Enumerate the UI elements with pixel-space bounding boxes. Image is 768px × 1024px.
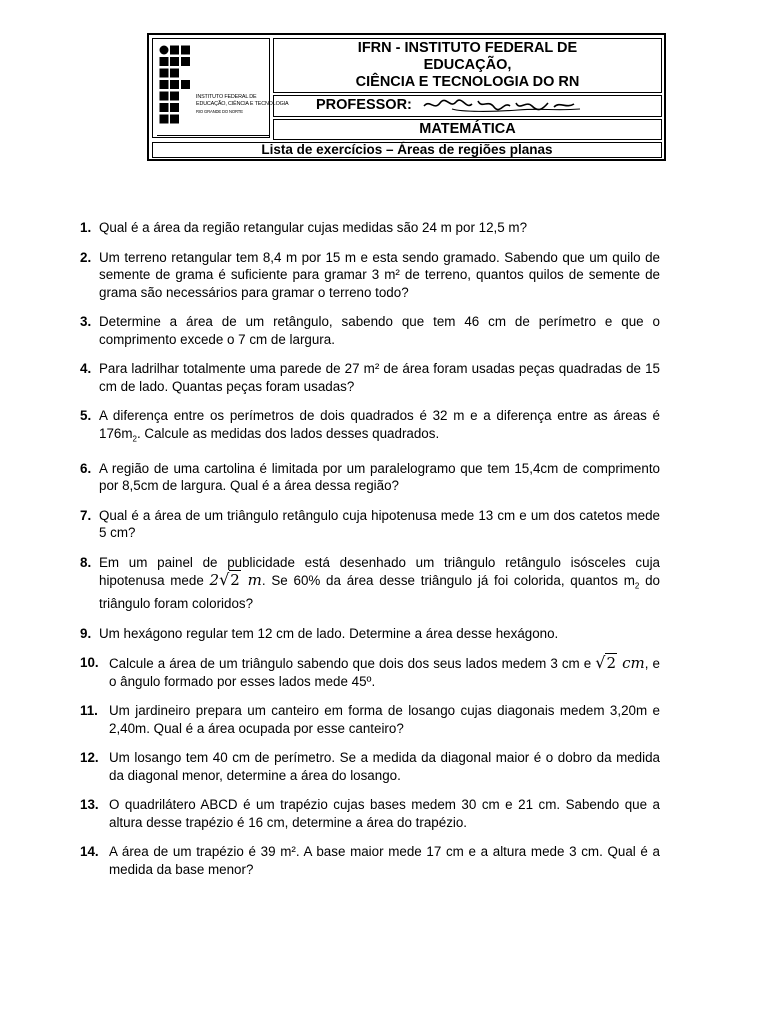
question-number: 4.: [80, 361, 92, 376]
question-7: [80, 507, 660, 542]
question-text-part-c: do triângulo foram coloridos?: [99, 573, 660, 612]
question-12: [80, 749, 660, 784]
question-1: [80, 219, 660, 237]
document-header: [147, 33, 666, 161]
list-title: Lista de exercícios – Áreas de regiões planas: [152, 142, 662, 158]
question-text: Qual é a área da região retangular cujas medidas são 24 m por 12,5 m?: [99, 220, 528, 235]
math-unit: cm: [622, 654, 645, 673]
question-9: [80, 625, 660, 643]
question-number: 10.: [80, 655, 99, 671]
radical-sign-icon: √: [595, 653, 606, 673]
question-number: 9.: [80, 625, 92, 641]
logo-cell: [152, 38, 289, 138]
question-2: [80, 249, 660, 302]
question-text: Determine a área de um retângulo, sabendo que tem 46 cm de perímetro e que o comprimento excede o 7 cm de largura.: [99, 314, 660, 347]
radicand: 2: [230, 571, 240, 590]
math-unit: m: [247, 571, 262, 590]
question-text: Um jardineiro prepara um canteiro em forma de losango cujas diagonais medem 3,20m e 2,40m. Qual é a área ocupada por esse canteiro?: [109, 703, 660, 736]
question-number: 14.: [80, 844, 99, 860]
question-number: 12.: [80, 750, 99, 766]
ifrn-logo-icon: [159, 45, 195, 129]
institution-line3: CIÊNCIA E TECNOLOGIA DO RN: [355, 74, 580, 90]
question-text: O quadrilátero ABCD é um trapézio cujas bases medem 30 cm e 21 cm. Sabendo que a altura desse trapézio é 16 cm, determine a área do trapézio.: [109, 797, 660, 830]
professor-row: [273, 95, 662, 117]
question-text: Um hexágono regular tem 12 cm de lado. Determine a área desse hexágono.: [99, 625, 559, 641]
square-root: [219, 571, 241, 590]
logo-text: [196, 94, 289, 115]
question-text-part-b: . Se 60% da área desse triângulo já foi colorida, quantos m: [261, 573, 635, 589]
radicand: 2: [606, 654, 617, 673]
question-13: [80, 796, 660, 831]
institution-line1: IFRN - INSTITUTO FEDERAL DE: [357, 40, 578, 56]
question-text-part-b: , e o ângulo formado por esses lados mede 45º.: [109, 656, 660, 689]
exercise-list: [80, 219, 660, 890]
math-expression: [595, 654, 644, 672]
logo-text-line3: RIO GRANDE DO NORTE: [196, 109, 243, 114]
question-14: [80, 843, 660, 878]
question-text: Um terreno retangular tem 8,4 m por 15 m e esta sendo gramado. Sabendo que um quilo de semente de grama é suficiente para gramar 3 m² de terreno, quantos quilos de semente de grama são necessários para gramar o terreno todo?: [99, 249, 660, 300]
question-number: 11.: [80, 703, 98, 719]
institution-line2: EDUCAÇÃO,: [423, 57, 512, 73]
question-10: [80, 654, 660, 690]
math-coefficient: 2: [209, 571, 220, 590]
question-number: 7.: [80, 507, 92, 523]
question-text: A região de uma cartolina é limitada por um paralelogramo que tem 15,4cm de comprimento por 8,5cm de largura. Qual é a área dessa região?: [99, 460, 660, 494]
question-text: Qual é a área de um triângulo retângulo cuja hipotenusa mede 13 cm e um dos catetos mede 5 cm?: [99, 507, 660, 541]
logo-divider: [157, 135, 269, 136]
subscript-2: 2: [634, 581, 640, 591]
question-number: 2.: [80, 249, 92, 265]
subscript-2: 2: [132, 434, 137, 444]
professor-label: PROFESSOR:: [316, 97, 412, 113]
question-3: [80, 313, 660, 348]
question-text: Para ladrilhar totalmente uma parede de 27 m² de área foram usadas peças quadradas de 15 cm de lado. Quantas peças foram usadas?: [99, 361, 660, 394]
subject-row: MATEMÁTICA: [273, 119, 662, 140]
question-number: 3.: [80, 314, 92, 329]
question-number: 6.: [80, 460, 92, 476]
question-4: [80, 360, 660, 395]
question-text-part-b: . Calcule as medidas dos lados desses quadrados.: [136, 425, 440, 441]
logo-text-line2: EDUCAÇÃO, CIÊNCIA E TECNOLOGIA: [196, 101, 289, 107]
institution-title: [273, 38, 662, 93]
square-root: [595, 654, 617, 673]
question-text-part-a: Calcule a área de um triângulo sabendo que dois dos seus lados medem 3 cm e: [109, 656, 592, 672]
question-11: [80, 702, 660, 737]
question-text: Um losango tem 40 cm de perímetro. Se a medida da diagonal maior é o dobro da medida da diagonal menor, determine a área do losango.: [109, 750, 660, 783]
question-number: 8.: [80, 554, 92, 570]
question-text-part-a: Em um painel de publicidade está desenhado um triângulo retângulo isósceles cuja hipotenusa mede: [99, 554, 660, 589]
question-5: [80, 407, 660, 448]
math-expression: [210, 571, 262, 589]
question-6: [80, 460, 660, 495]
radical-sign-icon: √: [219, 570, 230, 590]
question-text: A área de um trapézio é 39 m². A base maior mede 17 cm e a altura mede 3 cm. Qual é a medida da base menor?: [109, 844, 660, 877]
question-text-part-a: A diferença entre os perímetros de dois quadrados é 32 m e a diferença entre as áreas é 176m: [99, 408, 660, 441]
question-number: 1.: [80, 220, 92, 235]
question-8: [80, 554, 660, 613]
logo-text-line1: INSTITUTO FEDERAL DE: [196, 94, 257, 100]
redacted-name-scribble-icon: [422, 97, 582, 113]
question-number: 13.: [80, 797, 99, 813]
question-number: 5.: [80, 408, 92, 423]
